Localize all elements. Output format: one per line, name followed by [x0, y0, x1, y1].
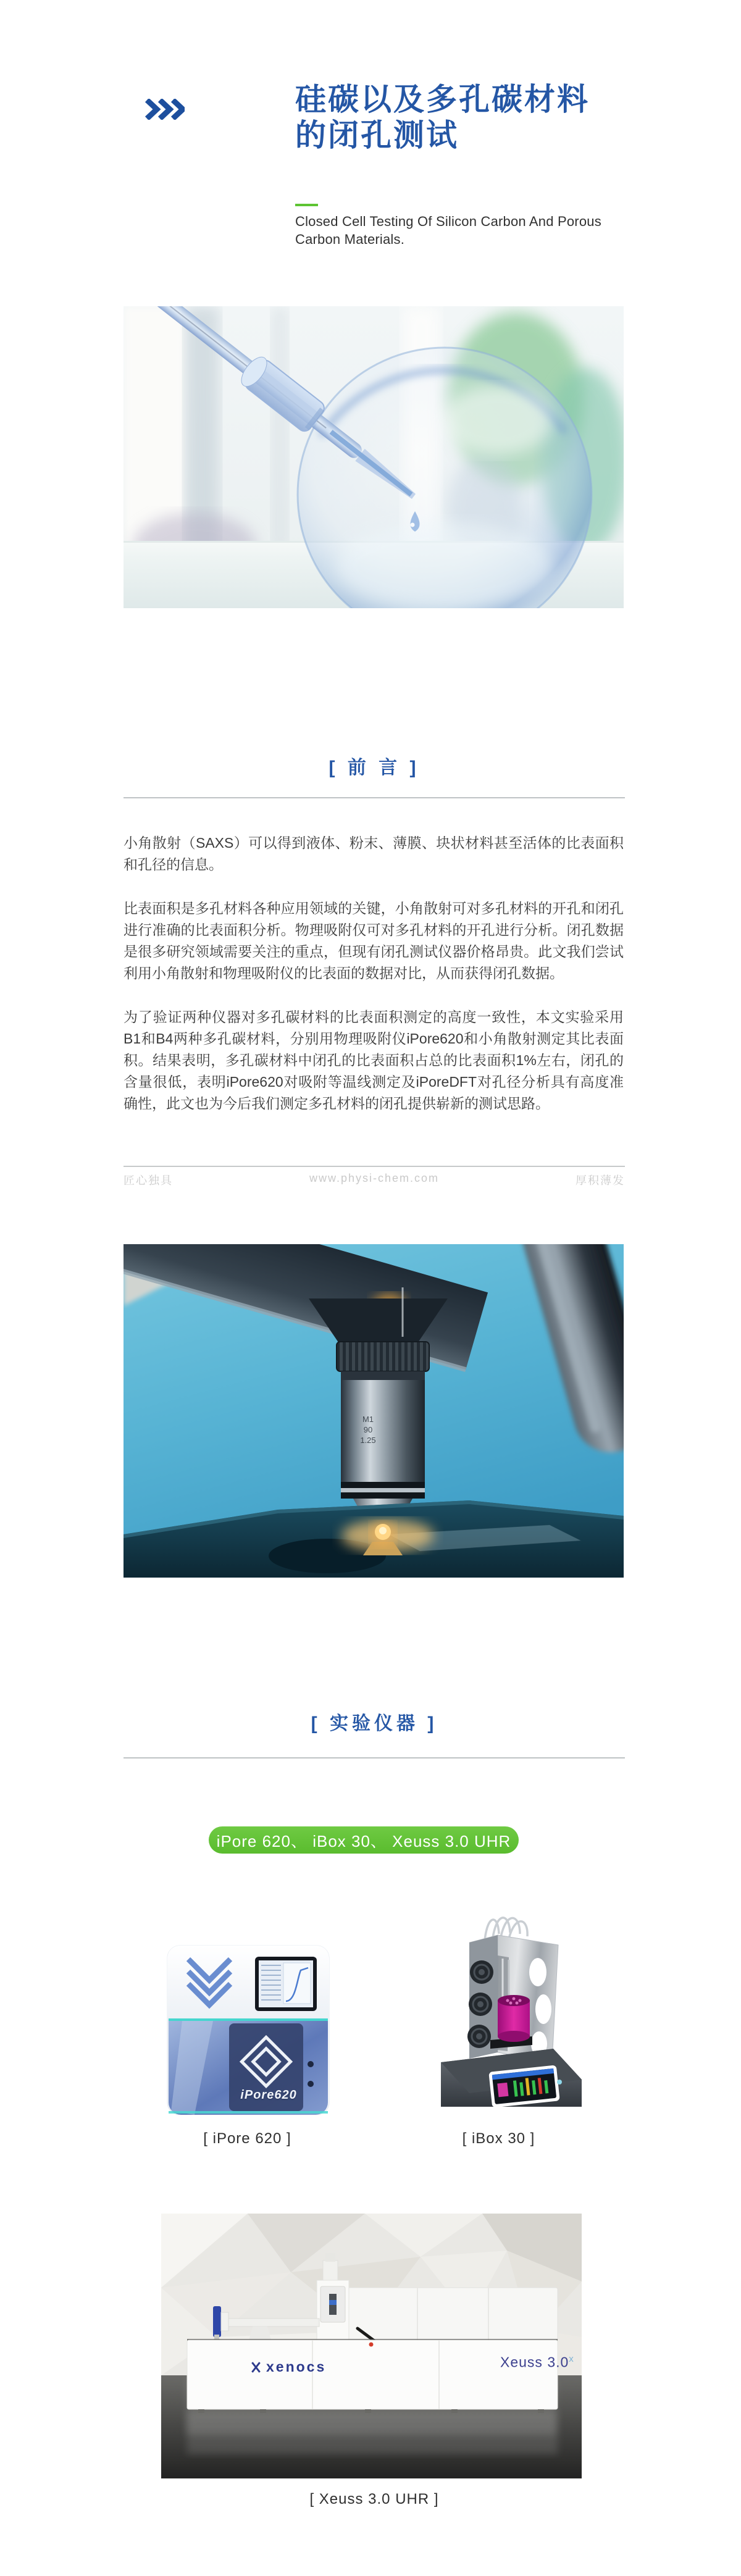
- footer-slogan-left: 匠心独具: [124, 1174, 173, 1187]
- triple-chevron-icon: [145, 99, 185, 120]
- preface-paragraphs: [124, 832, 624, 1137]
- divider-rule: [124, 1166, 625, 1167]
- objective-lens-markings: M1 90 1.25: [360, 1415, 376, 1445]
- xeuss-model-text: Xeuss 3.0: [500, 2354, 569, 2370]
- xenocs-brand-logo: [250, 2359, 326, 2375]
- caption-ibox: [ iBox 30 ]: [462, 2130, 535, 2147]
- instrument-list-pill: iPore 620、 iBox 30、 Xeuss 3.0 UHR: [209, 1826, 519, 1854]
- ipore-door-label: iPore620: [240, 2088, 297, 2102]
- paragraph: 小角散射（SAXS）可以得到液体、粉末、薄膜、块状材料甚至活体的比表面积和孔径的信息。: [124, 835, 624, 872]
- paragraph: 为了验证两种仪器对多孔碳材料的比表面积测定的高度一致性，本文实验采用B1和B4两种多孔碳材料，分别用物理吸附仪iPore620和小角散射测定其比表面积。结果表明，多孔碳材料中闭孔的比表面积占总的比表面积1%左右，闭孔的含量很低，表明iPore620对吸附等温线测定及iPoreDFT对孔径分析具有高度准确性，此文也为今后我们测定多孔材料的闭孔提供崭新的测试思路。: [124, 1009, 624, 1111]
- divider-rule: [124, 1757, 625, 1758]
- footer-website-url: www.physi-chem.com: [309, 1172, 440, 1184]
- xeuss-model-label: [500, 2354, 574, 2371]
- page-subtitle-en: Closed Cell Testing Of Silicon Carbon And Porous Carbon Materials.: [295, 214, 601, 247]
- footer-strip: [124, 1172, 625, 1188]
- xenocs-x-icon: [250, 2362, 261, 2373]
- caption-xeuss: [ Xeuss 3.0 UHR ]: [309, 2491, 439, 2507]
- xenocs-brand-text: xenocs: [266, 2359, 327, 2375]
- ibox-30-product-image: [405, 1897, 592, 2118]
- footer-slogan-right: 厚积薄发: [575, 1174, 625, 1187]
- caption-ipore: [ iPore 620 ]: [203, 2130, 291, 2147]
- section-heading-instruments: [ 实验仪器 ]: [311, 1713, 438, 1734]
- page-title: 硅碳以及多孔碳材料的闭孔测试: [295, 82, 590, 153]
- green-dash-divider: [295, 204, 318, 206]
- divider-rule: [124, 797, 625, 798]
- paragraph: 比表面积是多孔材料各种应用领域的关键，小角散射可对多孔材料的开孔和闭孔进行准确的比表面积分析。物理吸附仅可对多孔材料的开孔进行分析。闭孔数据是很多研究领域需要关注的重点，但现有闭孔测试仪器价格昂贵。此文我们尝试利用小角散射和物理吸附仪的比表面的数据对比，从而获得闭孔数据。: [124, 900, 624, 981]
- microscope-objective-photo: [124, 1244, 624, 1578]
- flask-dropper-photo: [124, 306, 624, 608]
- section-heading-preface: [ 前 言 ]: [329, 758, 420, 778]
- xeuss-x-superscript-icon: x: [569, 2354, 574, 2364]
- xeuss-3-0-product-photo: [161, 2214, 582, 2478]
